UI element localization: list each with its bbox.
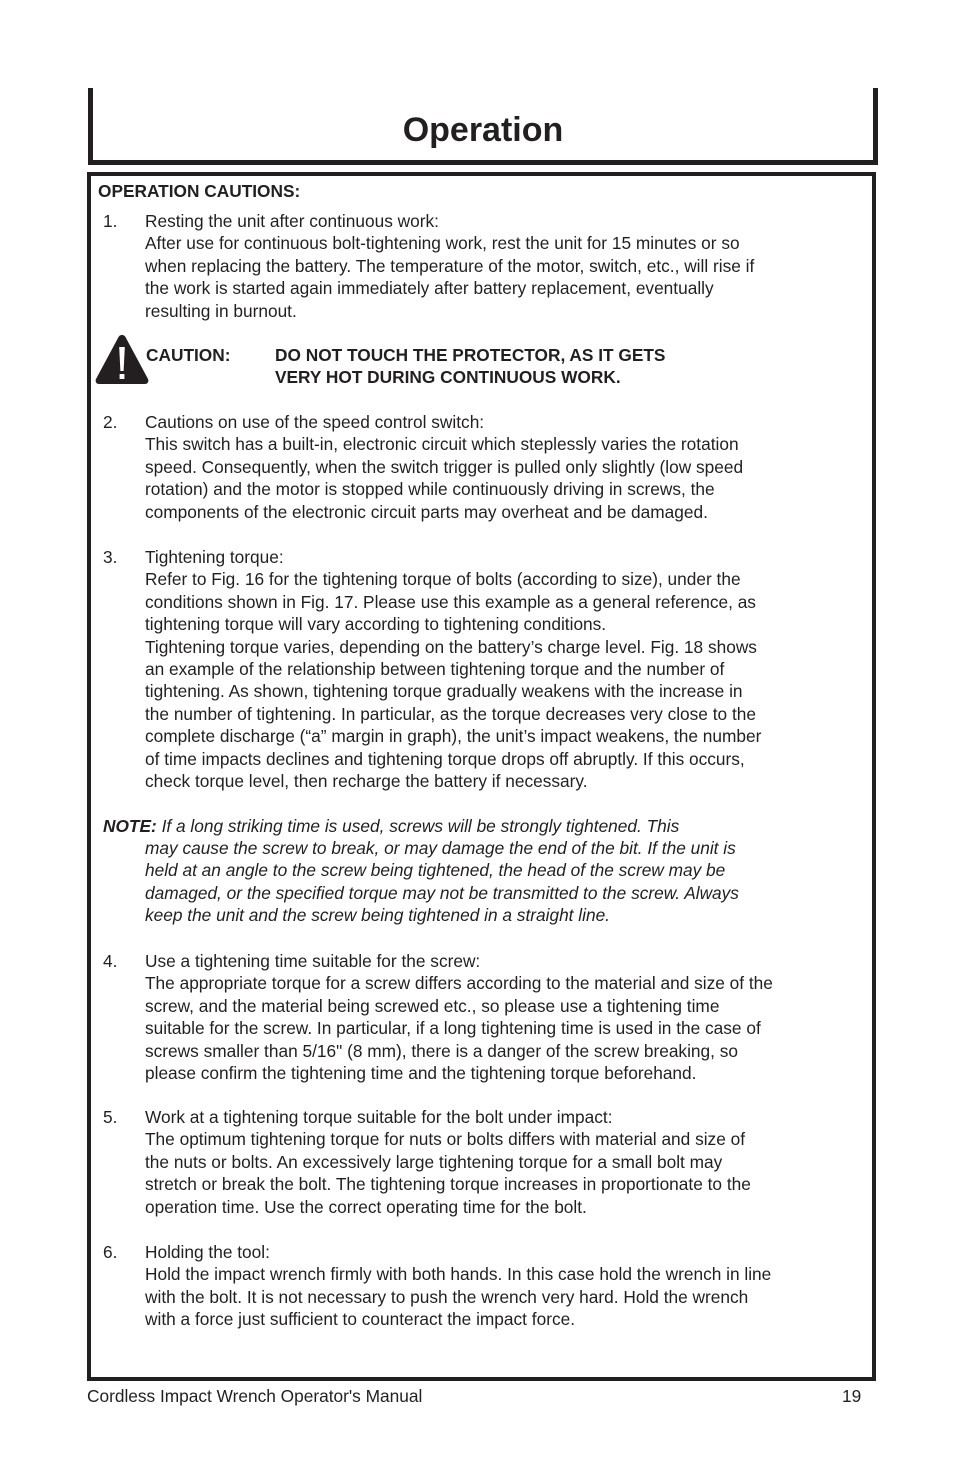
item-1-line: when replacing the battery. The temperature of the motor, switch, etc., will rise if (145, 255, 755, 276)
item-5-line: The optimum tightening torque for nuts or bolts differs with material and size of (145, 1129, 746, 1150)
item-3-line: Tightening torque varies, depending on the battery’s charge level. Fig. 18 shows (145, 636, 757, 657)
note-text: If a long striking time is used, screws will be strongly tightened. This (156, 816, 680, 836)
item-5-title: Work at a tightening torque suitable for the bolt under impact: (145, 1107, 613, 1127)
item-1-line: resulting in burnout. (145, 300, 297, 321)
item-3-line: an example of the relationship between tightening torque and the number of (145, 659, 725, 680)
note-first-line (103, 815, 679, 837)
footer-manual-title: Cordless Impact Wrench Operator's Manual (87, 1386, 423, 1406)
caution-line: DO NOT TOUCH THE PROTECTOR, AS IT GETS (275, 345, 666, 365)
item-6-line: Hold the impact wrench firmly with both hands. In this case hold the wrench in line (145, 1264, 772, 1285)
item-4-body (145, 950, 773, 1084)
item-5-number: 5. (103, 1107, 118, 1127)
header-box (88, 88, 878, 165)
section-heading: OPERATION CAUTIONS: (98, 181, 301, 201)
item-3-line: of time impacts declines and tightening torque drops off abruptly. If this occurs, (145, 748, 745, 769)
item-4-line: please confirm the tightening time and the tightening torque beforehand. (145, 1063, 697, 1084)
item-6-line: with a force just sufficient to counteract the impact force. (145, 1309, 575, 1330)
item-3-line: Refer to Fig. 16 for the tightening torque of bolts (according to size), under the (145, 569, 741, 590)
note-body (145, 837, 739, 927)
item-3-line: the number of tightening. In particular, as the torque decreases very close to the (145, 703, 756, 724)
item-2-line: speed. Consequently, when the switch trigger is pulled only slightly (low speed (145, 456, 744, 477)
item-1-line: the work is started again immediately after battery replacement, eventually (145, 278, 714, 299)
warning-triangle-icon (94, 333, 150, 385)
note-line: held at an angle to the screw being tightened, the head of the screw may be (145, 860, 726, 881)
caution-text (275, 344, 665, 389)
item-5-body (145, 1106, 751, 1218)
item-6-title: Holding the tool: (145, 1242, 270, 1262)
item-1-title: Resting the unit after continuous work: (145, 211, 439, 231)
item-5-line: stretch or break the bolt. The tightening torque increases in proportionate to the (145, 1174, 751, 1195)
item-2-line: rotation) and the motor is stopped while continuously driving in screws, the (145, 479, 715, 500)
item-5-line: operation time. Use the correct operating time for the bolt. (145, 1196, 587, 1217)
note-line: may cause the screw to break, or may damage the end of the bit. If the unit is (145, 838, 736, 858)
item-4-line: screw, and the material being screwed etc., so please use a tightening time (145, 995, 720, 1016)
item-3-line: complete discharge (“a” margin in graph), the unit’s impact weakens, the number (145, 726, 762, 747)
item-6-body (145, 1241, 771, 1331)
item-6-number: 6. (103, 1242, 118, 1262)
note-line: keep the unit and the screw being tightened in a straight line. (145, 905, 610, 926)
caution-line: VERY HOT DURING CONTINUOUS WORK. (275, 367, 621, 388)
footer-page-number: 19 (842, 1386, 862, 1406)
item-4-line: screws smaller than 5/16" (8 mm), there is a danger of the screw breaking, so (145, 1040, 738, 1061)
item-2-line: components of the electronic circuit parts may overheat and be damaged. (145, 501, 708, 522)
note-label: NOTE: (103, 816, 157, 836)
item-1-body (145, 210, 754, 322)
item-3-body (145, 546, 761, 792)
note-line: damaged, or the specified torque may not be transmitted to the screw. Always (145, 882, 739, 903)
item-6-line: with the bolt. It is not necessary to push the wrench very hard. Hold the wrench (145, 1286, 749, 1307)
item-4-title: Use a tightening time suitable for the screw: (145, 951, 481, 971)
item-3-title: Tightening torque: (145, 547, 284, 567)
item-3-line: tightening torque will vary according to tightening conditions. (145, 614, 607, 635)
page-title: Operation (402, 111, 564, 149)
item-3-line: conditions shown in Fig. 17. Please use this example as a general reference, as (145, 591, 756, 612)
item-3-line: tightening. As shown, tightening torque gradually weakens with the increase in (145, 681, 743, 702)
item-4-line: The appropriate torque for a screw differs according to the material and size of the (145, 973, 773, 994)
item-3-line: check torque level, then recharge the battery if necessary. (145, 771, 588, 792)
item-1-number: 1. (103, 211, 118, 231)
item-2-title: Cautions on use of the speed control switch: (145, 412, 485, 432)
item-2-line: This switch has a built-in, electronic circuit which steplessly varies the rotation (145, 434, 739, 455)
item-1-line: After use for continuous bolt-tightening work, rest the unit for 15 minutes or so (145, 233, 740, 254)
item-4-number: 4. (103, 951, 118, 971)
item-2-body (145, 411, 743, 523)
item-5-line: the nuts or bolts. An excessively large tightening torque for a small bolt may (145, 1151, 723, 1172)
item-4-line: suitable for the screw. In particular, if a long tightening time is used in the case of (145, 1018, 761, 1039)
item-3-number: 3. (103, 547, 118, 567)
item-2-number: 2. (103, 412, 118, 432)
caution-label: CAUTION: (146, 345, 231, 365)
